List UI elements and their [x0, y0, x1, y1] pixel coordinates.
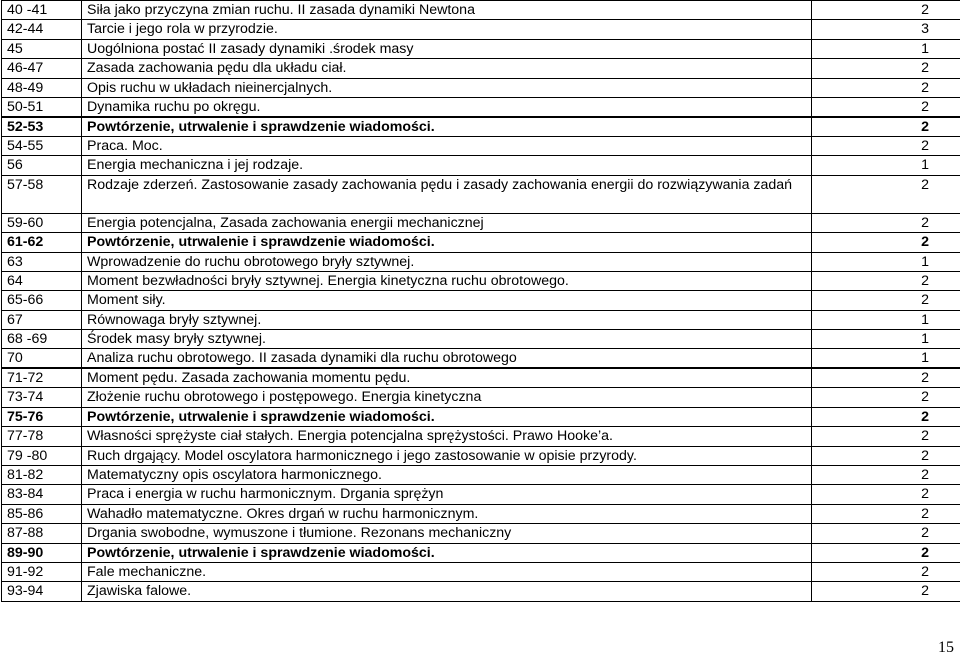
lesson-hours: 1	[812, 156, 960, 175]
lesson-hours: 2	[812, 582, 960, 601]
table-row	[2, 233, 960, 252]
lesson-hours: 2	[812, 562, 960, 581]
table-row	[2, 388, 960, 407]
lesson-hours: 2	[812, 136, 960, 155]
table-row	[2, 291, 960, 310]
lesson-number: 42-44	[2, 20, 82, 39]
lesson-hours: 2	[812, 485, 960, 504]
table-row	[2, 524, 960, 543]
table-row	[2, 485, 960, 504]
lesson-number: 83-84	[2, 485, 82, 504]
lesson-topic: Praca. Moc.	[82, 136, 812, 155]
lesson-hours: 1	[812, 39, 960, 58]
lesson-hours: 2	[812, 446, 960, 465]
lesson-topic: Siła jako przyczyna zmian ruchu. II zasada dynamiki Newtona	[82, 1, 812, 20]
lesson-topic: Zasada zachowania pędu dla układu ciał.	[82, 59, 812, 78]
lesson-hours: 2	[812, 388, 960, 407]
lesson-hours: 2	[812, 466, 960, 485]
lesson-hours: 2	[812, 117, 960, 137]
lesson-number: 59-60	[2, 213, 82, 232]
lesson-hours: 2	[812, 407, 960, 426]
lesson-topic: Tarcie i jego rola w przyrodzie.	[82, 20, 812, 39]
lesson-plan-table	[1, 0, 960, 602]
lesson-hours: 2	[812, 213, 960, 232]
table-row	[2, 349, 960, 369]
lesson-number: 91-92	[2, 562, 82, 581]
lesson-hours: 2	[812, 175, 960, 213]
lesson-hours: 2	[812, 543, 960, 562]
lesson-number: 67	[2, 310, 82, 329]
table-row	[2, 446, 960, 465]
table-row	[2, 330, 960, 349]
lesson-hours: 2	[812, 271, 960, 290]
lesson-number: 71-72	[2, 368, 82, 388]
lesson-number: 68 -69	[2, 330, 82, 349]
lesson-number: 50-51	[2, 97, 82, 117]
table-row	[2, 117, 960, 137]
table-row	[2, 368, 960, 388]
table-row	[2, 543, 960, 562]
lesson-hours: 2	[812, 233, 960, 252]
lesson-topic: Powtórzenie, utrwalenie i sprawdzenie wiadomości.	[82, 407, 812, 426]
lesson-number: 64	[2, 271, 82, 290]
lesson-hours: 2	[812, 291, 960, 310]
lesson-number: 57-58	[2, 175, 82, 213]
lesson-number: 48-49	[2, 78, 82, 97]
lesson-topic: Uogólniona postać II zasady dynamiki .środek masy	[82, 39, 812, 58]
lesson-number: 65-66	[2, 291, 82, 310]
lesson-plan-body	[2, 1, 960, 602]
lesson-hours: 2	[812, 59, 960, 78]
table-row	[2, 562, 960, 581]
lesson-hours: 2	[812, 504, 960, 523]
lesson-topic: Matematyczny opis oscylatora harmonicznego.	[82, 466, 812, 485]
table-row	[2, 213, 960, 232]
lesson-number: 45	[2, 39, 82, 58]
lesson-topic: Wprowadzenie do ruchu obrotowego bryły sztywnej.	[82, 252, 812, 271]
lesson-topic: Zjawiska falowe.	[82, 582, 812, 601]
lesson-topic: Rodzaje zderzeń. Zastosowanie zasady zachowania pędu i zasady zachowania energii do rozwiązywania zadań	[82, 175, 812, 213]
lesson-number: 89-90	[2, 543, 82, 562]
page-number: 15	[938, 639, 954, 656]
lesson-number: 87-88	[2, 524, 82, 543]
lesson-hours: 2	[812, 97, 960, 117]
lesson-number: 54-55	[2, 136, 82, 155]
lesson-number: 73-74	[2, 388, 82, 407]
table-row	[2, 20, 960, 39]
lesson-number: 46-47	[2, 59, 82, 78]
lesson-topic: Analiza ruchu obrotowego. II zasada dynamiki dla ruchu obrotowego	[82, 349, 812, 369]
table-row	[2, 504, 960, 523]
table-row	[2, 427, 960, 446]
lesson-number: 79 -80	[2, 446, 82, 465]
lesson-topic: Fale mechaniczne.	[82, 562, 812, 581]
lesson-topic: Opis ruchu w układach nieinercjalnych.	[82, 78, 812, 97]
lesson-hours: 2	[812, 524, 960, 543]
lesson-number: 63	[2, 252, 82, 271]
lesson-topic: Złożenie ruchu obrotowego i postępowego. Energia kinetyczna	[82, 388, 812, 407]
lesson-number: 75-76	[2, 407, 82, 426]
lesson-number: 70	[2, 349, 82, 369]
table-row	[2, 1, 960, 20]
lesson-number: 56	[2, 156, 82, 175]
lesson-topic: Ruch drgający. Model oscylatora harmonicznego i jego zastosowanie w opisie przyrody.	[82, 446, 812, 465]
table-row	[2, 582, 960, 601]
lesson-topic: Energia potencjalna, Zasada zachowania energii mechanicznej	[82, 213, 812, 232]
table-row	[2, 271, 960, 290]
lesson-number: 40 -41	[2, 1, 82, 20]
lesson-hours: 2	[812, 1, 960, 20]
table-row	[2, 252, 960, 271]
table-row	[2, 39, 960, 58]
lesson-topic: Powtórzenie, utrwalenie i sprawdzenie wiadomości.	[82, 233, 812, 252]
lesson-hours: 3	[812, 20, 960, 39]
lesson-topic: Powtórzenie, utrwalenie i sprawdzenie wiadomości.	[82, 543, 812, 562]
lesson-topic: Powtórzenie, utrwalenie i sprawdzenie wiadomości.	[82, 117, 812, 137]
lesson-topic: Środek masy bryły sztywnej.	[82, 330, 812, 349]
table-row	[2, 466, 960, 485]
lesson-topic: Praca i energia w ruchu harmonicznym. Drgania sprężyn	[82, 485, 812, 504]
lesson-topic: Dynamika ruchu po okręgu.	[82, 97, 812, 117]
lesson-hours: 2	[812, 368, 960, 388]
table-row	[2, 78, 960, 97]
lesson-number: 52-53	[2, 117, 82, 137]
table-row	[2, 407, 960, 426]
table-row	[2, 310, 960, 329]
lesson-hours: 2	[812, 78, 960, 97]
lesson-hours: 1	[812, 252, 960, 271]
lesson-number: 61-62	[2, 233, 82, 252]
lesson-topic: Energia mechaniczna i jej rodzaje.	[82, 156, 812, 175]
table-row	[2, 175, 960, 213]
lesson-hours: 1	[812, 310, 960, 329]
lesson-topic: Moment siły.	[82, 291, 812, 310]
lesson-topic: Moment bezwładności bryły sztywnej. Energia kinetyczna ruchu obrotowego.	[82, 271, 812, 290]
lesson-topic: Własności sprężyste ciał stałych. Energia potencjalna sprężystości. Prawo Hooke’a.	[82, 427, 812, 446]
lesson-number: 81-82	[2, 466, 82, 485]
lesson-hours: 1	[812, 330, 960, 349]
lesson-topic: Równowaga bryły sztywnej.	[82, 310, 812, 329]
lesson-hours: 1	[812, 349, 960, 369]
table-row	[2, 97, 960, 117]
lesson-topic: Drgania swobodne, wymuszone i tłumione. Rezonans mechaniczny	[82, 524, 812, 543]
table-row	[2, 59, 960, 78]
lesson-number: 77-78	[2, 427, 82, 446]
lesson-number: 93-94	[2, 582, 82, 601]
lesson-topic: Moment pędu. Zasada zachowania momentu pędu.	[82, 368, 812, 388]
lesson-hours: 2	[812, 427, 960, 446]
table-row	[2, 136, 960, 155]
table-row	[2, 156, 960, 175]
lesson-topic: Wahadło matematyczne. Okres drgań w ruchu harmonicznym.	[82, 504, 812, 523]
lesson-number: 85-86	[2, 504, 82, 523]
